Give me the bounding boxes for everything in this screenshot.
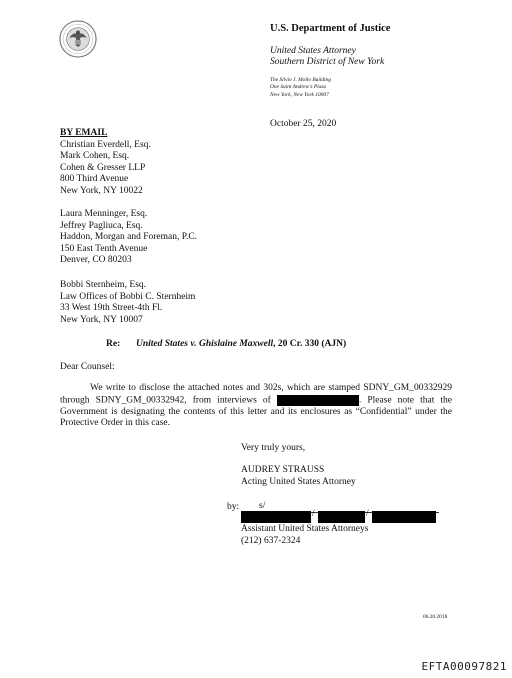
signatory-block bbox=[241, 465, 356, 488]
valediction: Very truly yours, bbox=[241, 443, 306, 453]
by-label: by: bbox=[227, 502, 240, 512]
redaction-box bbox=[241, 511, 311, 523]
subject-label: Re: bbox=[106, 339, 121, 349]
redaction-box bbox=[277, 395, 359, 406]
office-line-1: United States Attorney bbox=[270, 46, 356, 56]
recipient-line: 33 West 19th Street-4th Fl. bbox=[60, 303, 163, 314]
address-line-1: The Silvio J. Mollo Building bbox=[270, 77, 331, 83]
salutation: Dear Counsel: bbox=[60, 362, 115, 372]
recipient-line: Denver, CO 80203 bbox=[60, 255, 132, 266]
docket-number: , 20 Cr. 330 (AJN) bbox=[273, 339, 347, 349]
bates-number: EFTA00097821 bbox=[421, 660, 507, 673]
body-text-part-2: . Please note that the Government is designating the contents of this letter and its enclosures as “Confidential” under the Protective Order in this case. bbox=[60, 395, 452, 429]
address-line-2: One Saint Andrew's Plaza bbox=[270, 84, 327, 91]
recipient-line: Laura Menninger, Esq. bbox=[60, 209, 148, 219]
recipient-line: Bobbi Sternheim, Esq. bbox=[60, 280, 147, 290]
office-address bbox=[270, 77, 331, 99]
recipient-block-3 bbox=[60, 280, 195, 326]
body-text-part-1: We write to disclose the attached notes and 302s, which are stamped SDNY_GM_00332929 through SDNY_GM_00332942, from interviews of bbox=[60, 383, 452, 406]
name-separator: / bbox=[366, 509, 369, 519]
address-line-3: New York, New York 10007 bbox=[270, 91, 329, 98]
redaction-box bbox=[372, 511, 436, 523]
letter-body bbox=[60, 383, 452, 430]
recipient-line: Haddon, Morgan and Foreman, P.C. bbox=[60, 232, 198, 243]
recipient-line: Law Offices of Bobbi C. Sternheim bbox=[60, 291, 196, 302]
subject-text bbox=[136, 339, 346, 349]
phone-number: (212) 637-2324 bbox=[241, 535, 301, 546]
office-line-2: Southern District of New York bbox=[270, 57, 385, 67]
delivery-method: BY EMAIL bbox=[60, 128, 108, 138]
office-name bbox=[270, 46, 384, 68]
signer-title: Assistant United States Attorneys bbox=[241, 524, 369, 534]
electronic-signature: s/ bbox=[259, 501, 266, 511]
recipient-line: New York, NY 10007 bbox=[60, 314, 143, 325]
signatory-title: Acting United States Attorney bbox=[241, 476, 356, 487]
signatory-name: AUDREY STRAUSS bbox=[241, 465, 325, 475]
name-separator: / bbox=[312, 509, 315, 519]
recipient-line: Mark Cohen, Esq. bbox=[60, 151, 130, 162]
department-name: U.S. Department of Justice bbox=[270, 23, 391, 34]
recipient-line: New York, NY 10022 bbox=[60, 185, 143, 196]
case-name: United States v. Ghislaine Maxwell bbox=[136, 339, 274, 349]
recipient-line: Cohen & Gresser LLP bbox=[60, 162, 146, 173]
redaction-box bbox=[318, 511, 365, 523]
letter-date: October 25, 2020 bbox=[270, 119, 337, 129]
recipient-line: Jeffrey Pagliuca, Esq. bbox=[60, 220, 143, 231]
form-date: 06.20.2018 bbox=[423, 614, 448, 620]
recipient-block-2 bbox=[60, 209, 197, 267]
doj-seal-icon bbox=[59, 20, 97, 58]
recipient-block-1 bbox=[60, 128, 151, 198]
recipient-line: 150 East Tenth Avenue bbox=[60, 243, 148, 254]
recipient-line: Christian Everdell, Esq. bbox=[60, 139, 151, 150]
recipient-line: 800 Third Avenue bbox=[60, 174, 129, 185]
signer-details bbox=[241, 524, 368, 547]
